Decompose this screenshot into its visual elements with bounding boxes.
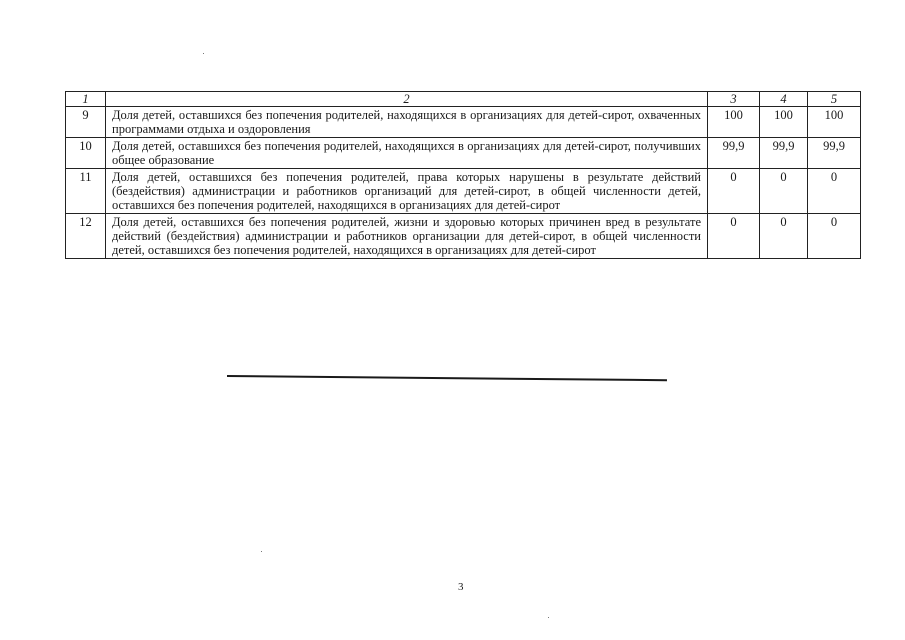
table-row bbox=[66, 169, 861, 214]
header-cell-3: 3 bbox=[708, 92, 760, 107]
row-number: 11 bbox=[66, 169, 106, 214]
value-col-4: 100 bbox=[760, 107, 808, 138]
row-number: 12 bbox=[66, 214, 106, 259]
indicator-text: Доля детей, оставшихся без попечения родителей, права которых нарушены в результате действий (бездействия) администрации и работников организаций для детей-сирот, в общей численности детей, оставшихся без попечения родителей, находящихся в организациях для детей-сирот bbox=[106, 169, 708, 214]
table-row bbox=[66, 107, 861, 138]
value-col-3: 0 bbox=[708, 169, 760, 214]
separator-line bbox=[227, 375, 667, 381]
value-col-5: 0 bbox=[808, 214, 861, 259]
page-number: 3 bbox=[458, 581, 464, 593]
scan-speck bbox=[203, 53, 204, 54]
value-col-3: 0 bbox=[708, 214, 760, 259]
header-cell-2: 2 bbox=[106, 92, 708, 107]
header-cell-1: 1 bbox=[66, 92, 106, 107]
row-number: 10 bbox=[66, 138, 106, 169]
indicator-text: Доля детей, оставшихся без попечения родителей, находящихся в организациях для детей-сирот, охваченных программами отдыха и оздоровления bbox=[106, 107, 708, 138]
value-col-5: 99,9 bbox=[808, 138, 861, 169]
value-col-4: 99,9 bbox=[760, 138, 808, 169]
value-col-4: 0 bbox=[760, 169, 808, 214]
value-col-5: 100 bbox=[808, 107, 861, 138]
scan-speck bbox=[548, 617, 549, 618]
scan-speck bbox=[261, 551, 262, 552]
row-number: 9 bbox=[66, 107, 106, 138]
value-col-3: 99,9 bbox=[708, 138, 760, 169]
table-row bbox=[66, 214, 861, 259]
indicators-table bbox=[65, 91, 861, 259]
header-cell-5: 5 bbox=[808, 92, 861, 107]
value-col-3: 100 bbox=[708, 107, 760, 138]
table-header-row bbox=[66, 92, 861, 107]
value-col-5: 0 bbox=[808, 169, 861, 214]
indicator-text: Доля детей, оставшихся без попечения родителей, жизни и здоровью которых причинен вред в результате действий (бездействия) администрации и работников организации для детей-сирот, в общей численности детей, оставшихся без попечения родителей, находящихся в организациях для детей-сирот bbox=[106, 214, 708, 259]
header-cell-4: 4 bbox=[760, 92, 808, 107]
value-col-4: 0 bbox=[760, 214, 808, 259]
table-row bbox=[66, 138, 861, 169]
indicator-text: Доля детей, оставшихся без попечения родителей, находящихся в организациях для детей-сирот, получивших общее образование bbox=[106, 138, 708, 169]
